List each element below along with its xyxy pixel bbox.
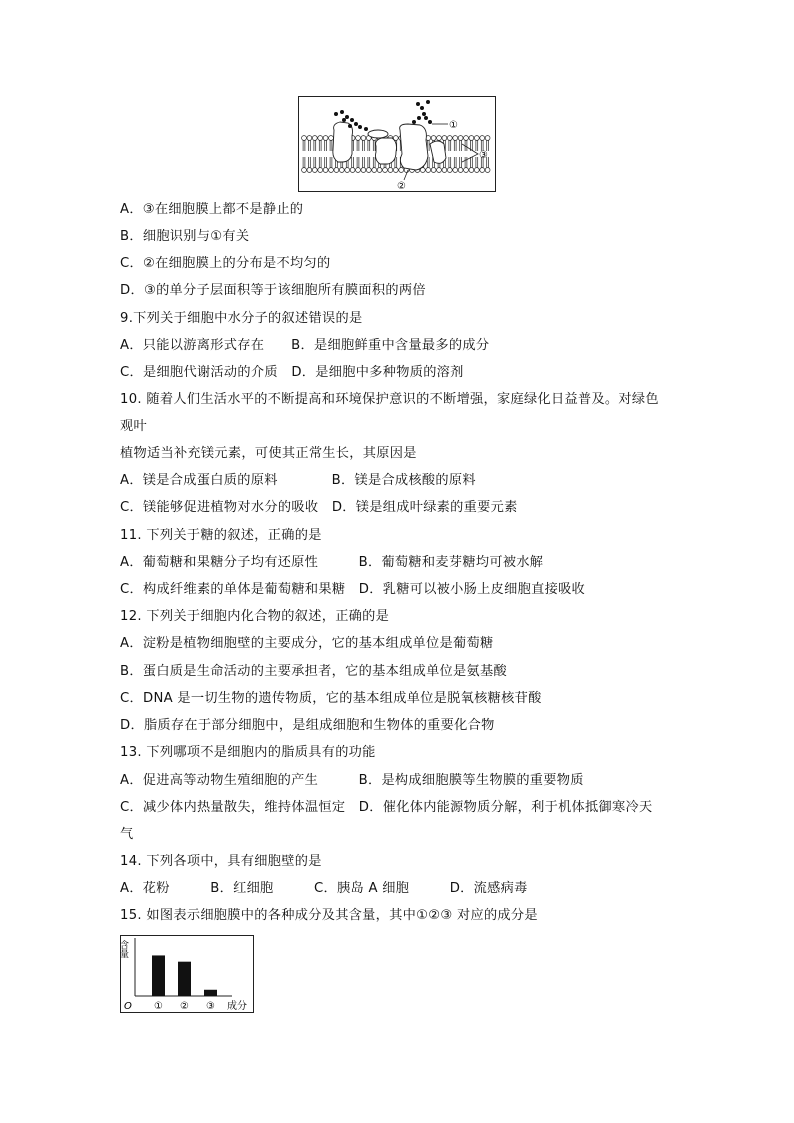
- phospholipid-head: [361, 136, 366, 141]
- sugar-chain-dot: [422, 112, 426, 116]
- phospholipid-head: [312, 136, 317, 141]
- phospholipid-head: [318, 136, 323, 141]
- phospholipid-head: [426, 168, 431, 173]
- category-label-1: ①: [154, 1001, 163, 1012]
- phospholipid-head: [442, 168, 447, 173]
- phospholipid-head: [458, 136, 463, 141]
- phospholipid-head: [458, 168, 463, 173]
- q10-stem-line2: 观叶: [120, 419, 147, 434]
- phospholipid-head: [480, 136, 485, 141]
- q12-option-b: B．蛋白质是生命活动的主要承担者，它的基本组成单位是氨基酸: [120, 664, 507, 679]
- phospholipid-head: [474, 136, 479, 141]
- phospholipid-head: [329, 168, 334, 173]
- phospholipid-head: [383, 168, 388, 173]
- q11-stem: 11. 下列关于糖的叙述，正确的是: [120, 528, 322, 543]
- label-3: ③: [479, 150, 488, 161]
- phospholipid-head: [356, 168, 361, 173]
- phospholipid-head: [464, 168, 469, 173]
- q12-option-d: D．脂质存在于部分细胞中，是组成细胞和生物体的重要化合物: [120, 718, 495, 733]
- membrane-protein: [376, 138, 397, 164]
- sugar-chain-dot: [354, 122, 358, 126]
- phospholipid-head: [469, 168, 474, 173]
- q10-options-ab: A．镁是合成蛋白质的原料 B．镁是合成核酸的原料: [120, 473, 476, 488]
- phospholipid-head: [334, 168, 339, 173]
- phospholipid-head: [323, 168, 328, 173]
- phospholipid-head: [302, 168, 307, 173]
- membrane-structure-figure: [298, 96, 496, 192]
- phospholipid-head: [323, 136, 328, 141]
- phospholipid-head: [361, 168, 366, 173]
- surface-protein: [368, 130, 388, 138]
- sugar-chain-dot: [420, 106, 424, 110]
- phospholipid-head: [388, 168, 393, 173]
- q8-option-c: C．②在细胞膜上的分布是不均匀的: [120, 256, 331, 271]
- phospholipid-head: [393, 168, 398, 173]
- q8-option-a: A．③在细胞膜上都不是静止的: [120, 202, 304, 217]
- phospholipid-head: [447, 136, 452, 141]
- membrane-protein: [400, 124, 428, 170]
- phospholipid-head: [329, 136, 334, 141]
- sugar-chain-dot: [416, 102, 420, 106]
- bar-1: [152, 955, 165, 996]
- phospholipid-head: [356, 136, 361, 141]
- q12-option-c: C．DNA 是一切生物的遗传物质，它的基本组成单位是脱氧核糖核苷酸: [120, 691, 542, 706]
- content-bar-chart: [120, 935, 254, 1013]
- q8-option-b: B．细胞识别与①有关: [120, 229, 250, 244]
- phospholipid-head: [312, 168, 317, 173]
- bar-2: [178, 962, 191, 996]
- sugar-chain-dot: [364, 127, 368, 131]
- x-axis-label: 成分: [227, 1001, 247, 1012]
- phospholipid-head: [447, 168, 452, 173]
- q13-options-cd-cont: 气: [120, 827, 134, 842]
- q14-options: A．花粉 B．红细胞 C．胰岛 A 细胞 D．流感病毒: [120, 881, 528, 896]
- sugar-chain-dot: [412, 120, 416, 124]
- phospholipid-head: [377, 168, 382, 173]
- q9-options-cd: C．是细胞代谢活动的介质 D．是细胞中多种物质的溶剂: [120, 365, 464, 380]
- phospholipid-head: [485, 136, 490, 141]
- phospholipid-head: [437, 168, 442, 173]
- q13-options-ab: A．促进高等动物生殖细胞的产生 B．是构成细胞膜等生物膜的重要物质: [120, 773, 584, 788]
- phospholipid-head: [399, 168, 404, 173]
- q8-option-d: D．③的单分子层面积等于该细胞所有膜面积的两倍: [120, 283, 426, 298]
- label-1: ①: [449, 120, 458, 131]
- phospholipid-head: [437, 136, 442, 141]
- q15-stem: 15. 如图表示细胞膜中的各种成分及其含量，其中①②③ 对应的成分是: [120, 908, 538, 923]
- category-label-3: ③: [206, 1001, 215, 1012]
- q10-options-cd: C．镁能够促进植物对水分的吸收 D．镁是组成叶绿素的重要元素: [120, 500, 518, 515]
- phospholipid-head: [431, 168, 436, 173]
- phospholipid-head: [307, 136, 312, 141]
- q12-option-a: A．淀粉是植物细胞壁的主要成分，它的基本组成单位是葡萄糖: [120, 636, 494, 651]
- phospholipid-head: [339, 168, 344, 173]
- phospholipid-head: [442, 136, 447, 141]
- q10-stem-line1: 10. 随着人们生活水平的不断提高和环境保护意识的不断增强，家庭绿化日益普及。对绿色: [120, 392, 659, 407]
- sugar-chain-dot: [426, 100, 430, 104]
- phospholipid-head: [302, 136, 307, 141]
- phospholipid-head: [480, 168, 485, 173]
- phospholipid-head: [372, 168, 377, 173]
- phospholipid-head: [350, 168, 355, 173]
- q10-stem-line3: 植物适当补充镁元素，可使其正常生长，其原因是: [120, 446, 417, 461]
- sugar-chain-dot: [345, 115, 349, 119]
- q14-stem: 14. 下列各项中，具有细胞壁的是: [120, 854, 322, 869]
- membrane-protein: [333, 122, 353, 162]
- y-axis-label: 含量: [118, 940, 128, 958]
- label-2: ②: [397, 181, 406, 192]
- sugar-chain-dot: [428, 120, 432, 124]
- phospholipid-head: [453, 168, 458, 173]
- sugar-chain-dot: [340, 110, 344, 114]
- phospholipid-head: [345, 168, 350, 173]
- q12-stem: 12. 下列关于细胞内化合物的叙述，正确的是: [120, 609, 390, 624]
- sugar-chain-dot: [358, 125, 362, 129]
- phospholipid-head: [453, 136, 458, 141]
- category-label-2: ②: [180, 1001, 189, 1012]
- sugar-chain-dot: [417, 116, 421, 120]
- phospholipid-head: [485, 168, 490, 173]
- sugar-chain-dot: [348, 124, 352, 128]
- q13-stem: 13. 下列哪项不是细胞内的脂质具有的功能: [120, 745, 376, 760]
- phospholipid-head: [366, 168, 371, 173]
- phospholipid-head: [307, 168, 312, 173]
- sugar-chain-dot: [334, 112, 338, 116]
- bar-3: [204, 990, 217, 996]
- phospholipid-head: [318, 168, 323, 173]
- q13-options-cd: C．减少体内热量散失，维持体温恒定 D．催化体内能源物质分解，利于机体抵御寒冷天: [120, 800, 653, 815]
- phospholipid-head: [469, 136, 474, 141]
- q11-options-ab: A．葡萄糖和果糖分子均有还原性 B．葡萄糖和麦芽糖均可被水解: [120, 555, 544, 570]
- sugar-chain-dot: [342, 118, 346, 122]
- q9-stem: 9.下列关于细胞中水分子的叙述错误的是: [120, 311, 363, 326]
- phospholipid-head: [431, 136, 436, 141]
- phospholipid-head: [474, 168, 479, 173]
- sugar-chain-dot: [424, 116, 428, 120]
- q11-options-cd: C．构成纤维素的单体是葡萄糖和果糖 D．乳糖可以被小肠上皮细胞直接吸收: [120, 582, 586, 597]
- origin-label: O: [124, 1001, 132, 1012]
- phospholipid-head: [464, 136, 469, 141]
- sugar-chain-dot: [350, 118, 354, 122]
- q9-options-ab: A．只能以游离形式存在 B．是细胞鲜重中含量最多的成分: [120, 338, 490, 353]
